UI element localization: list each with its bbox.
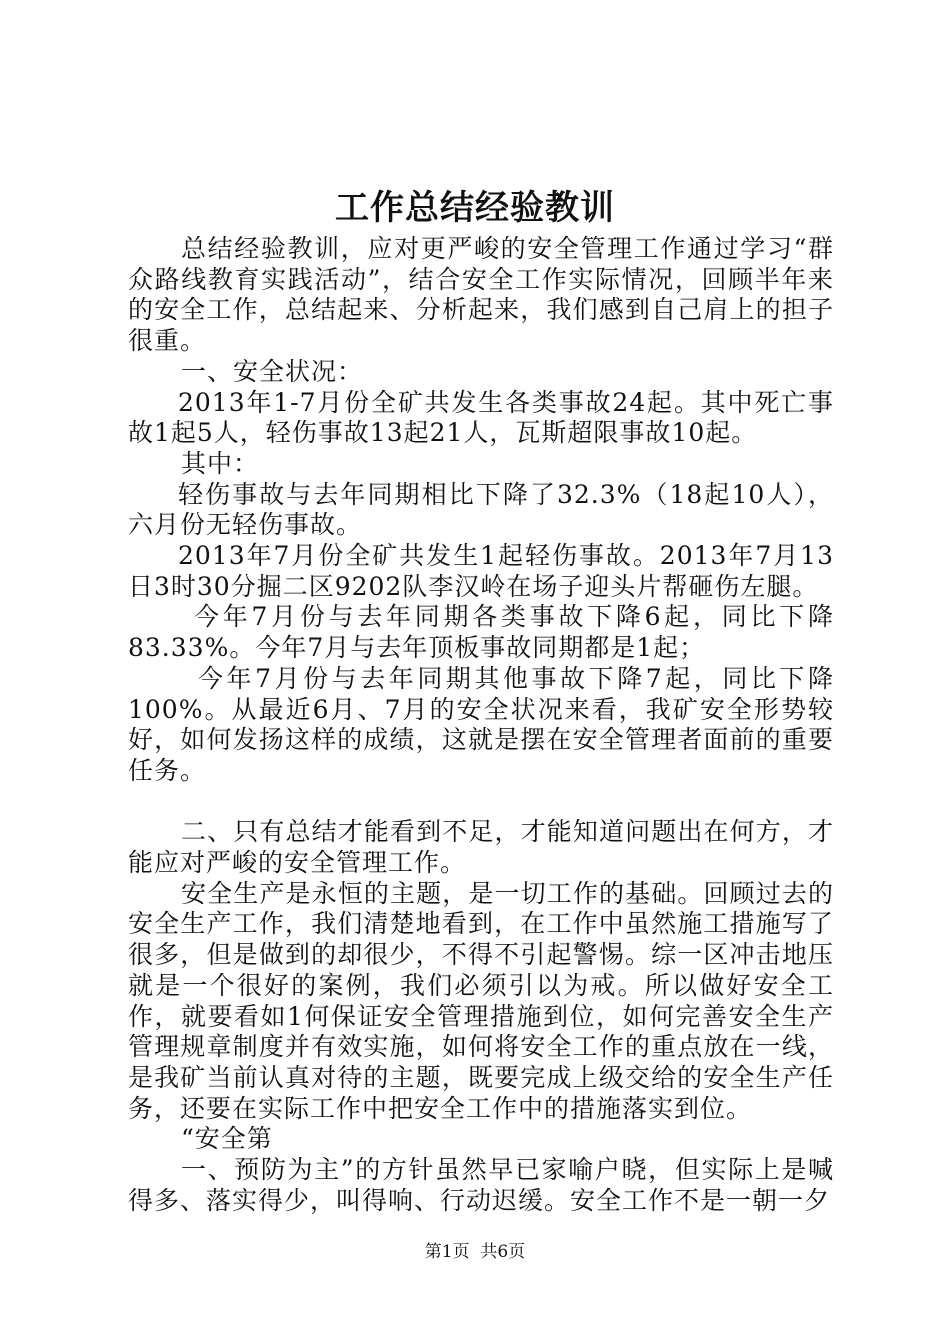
- paragraph-accident-summary: 2013年1-7月份全矿共发生各类事故24起。其中死亡事故1起5人，轻伤事故13起21人，瓦斯超限事故10起。: [128, 387, 834, 448]
- document-title: 工作总结经验教训: [335, 188, 615, 228]
- paragraph-intro: 总结经验教训，应对更严峻的安全管理工作通过学习“群众路线教育实践活动”，结合安全工作实际情况，回顾半年来的安全工作，总结起来、分析起来，我们感到自己肩上的担子很重。: [128, 234, 834, 356]
- section-heading-safety-status: 一、安全状况：: [181, 356, 364, 386]
- paragraph-july-accident: 2013年7月份全矿共发生1起轻伤事故。2013年7月13日3时30分掘二区9202队李汉岭在场子迎头片帮砸伤左腿。: [128, 541, 834, 601]
- paragraph-july-comparison: 今年7月份与去年同期各类事故下降6起，同比下降83.33%。今年7月与去年顶板事故同期都是1起；: [128, 602, 834, 663]
- document-body: [128, 234, 834, 1216]
- page-footer: 第1页 共6页: [424, 1242, 526, 1262]
- paragraph-safety-production: 安全生产是永恒的主题，是一切工作的基础。回顾过去的安全生产工作，我们清楚地看到，在工作中虽然施工措施写了很多，但是做到的却很少，不得不引起警惕。综一区冲击地压就是一个很好的案例，我们必须引以为戒。所以做好安全工作，就要看如1何保证安全管理措施到位，如何完善安全生产管理规章制度并有效实施，如何将安全工作的重点放在一线，是我矿当前认真对待的主题，既要完成上级交给的安全生产任务，还要在实际工作中把安全工作中的措施落实到位。: [128, 878, 834, 1123]
- paragraph-among: 其中：: [181, 448, 260, 478]
- paragraph-minor-injury: 轻伤事故与去年同期相比下降了32.3%（18起10人），六月份无轻伤事故。: [128, 479, 834, 540]
- paragraph-safety-first: “安全第: [181, 1124, 273, 1154]
- section-heading-summary: 二、只有总结才能看到不足，才能知道问题出在何方，才能应对严峻的安全管理工作。: [128, 817, 834, 878]
- paragraph-other-accidents: 今年7月份与去年同期其他事故下降7起，同比下降100%。从最近6月、7月的安全状况来看，我矿安全形势较好，如何发扬这样的成绩，这就是摆在安全管理者面前的重要任务。: [128, 663, 834, 785]
- paragraph-prevention: 一、预防为主”的方针虽然早已家喻户晓，但实际上是喊得多、落实得少，叫得响、行动迟缓。安全工作不是一朝一夕: [128, 1155, 834, 1215]
- paragraph-gap: [128, 787, 834, 818]
